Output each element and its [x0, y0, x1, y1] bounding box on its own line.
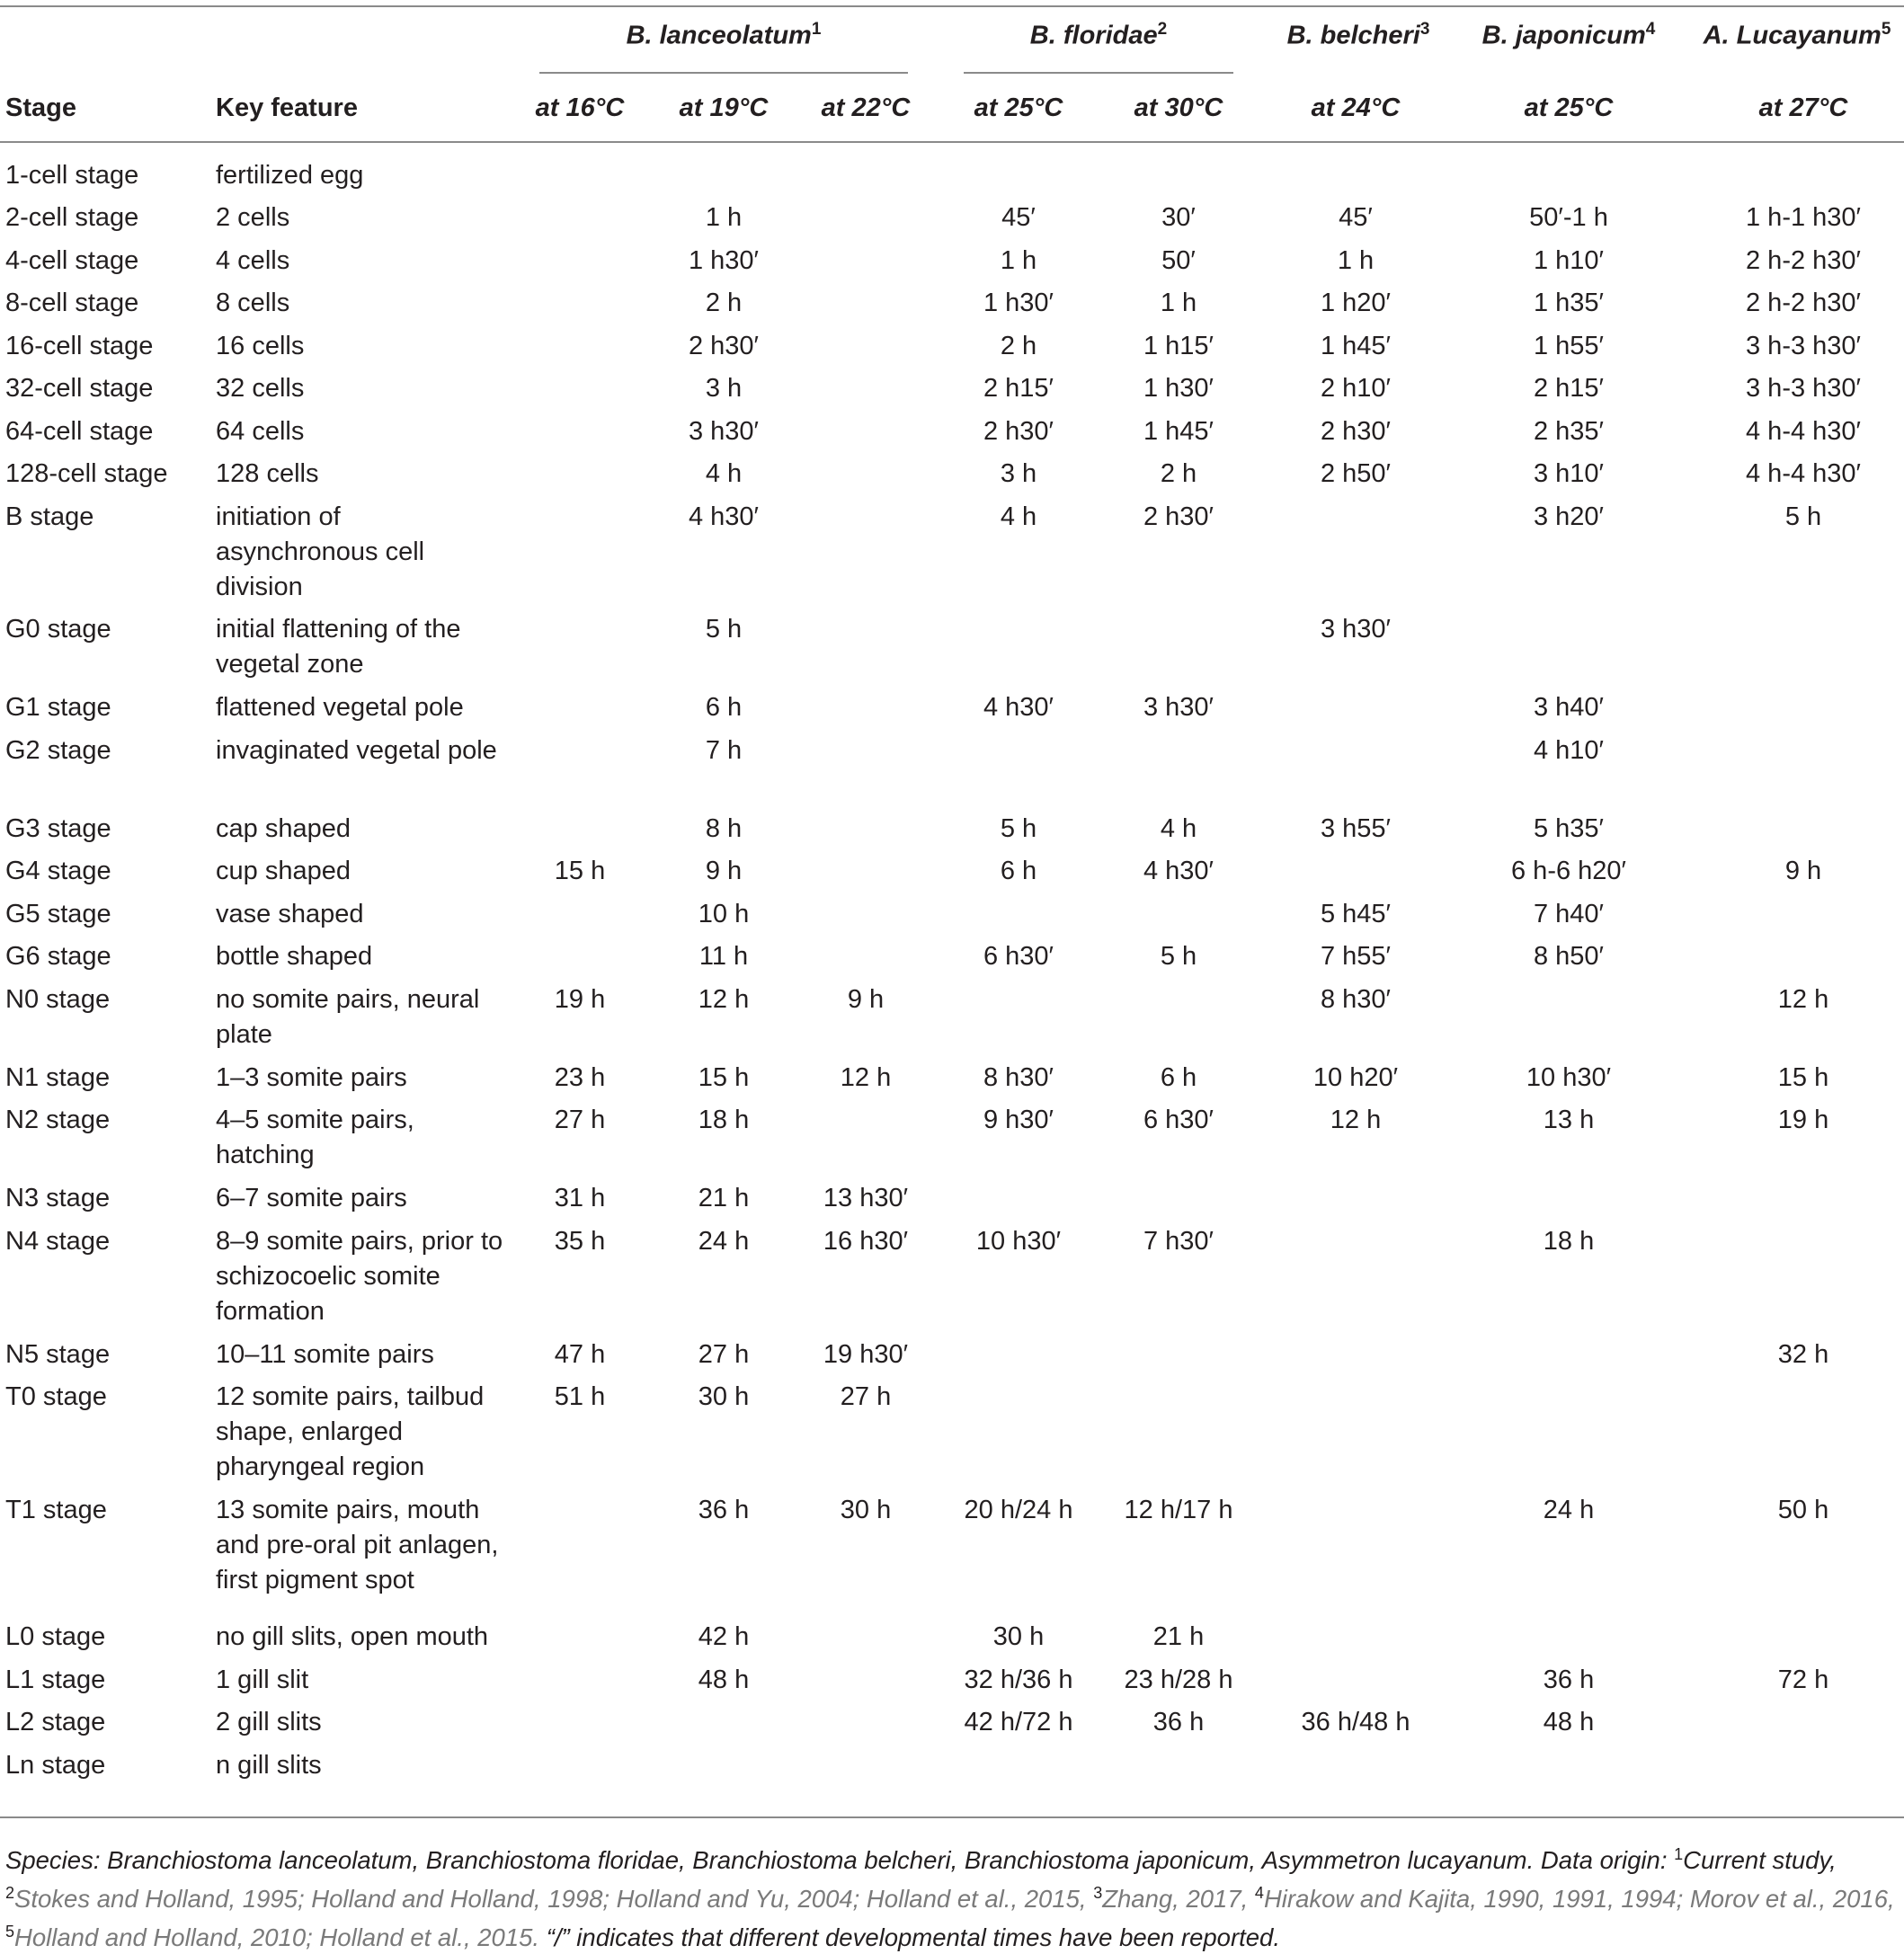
time-cell: 2 h30′ — [983, 417, 1054, 446]
time-cell: 2 h30′ — [688, 332, 759, 360]
key-feature-cell: 10–11 somite pairs — [216, 1340, 434, 1369]
stage-cell: N4 stage — [5, 1227, 111, 1256]
species-header-japonicum: B. japonicum$^4$ — [1481, 20, 1656, 50]
stage-cell: T0 stage — [5, 1382, 107, 1411]
time-cell: 1 h35′ — [1533, 289, 1604, 317]
time-cell: 36 h — [1543, 1665, 1595, 1694]
time-cell: 1 h — [705, 203, 743, 232]
key-feature-cell: 4 cells — [216, 246, 290, 275]
time-cell: 9 h30′ — [983, 1106, 1054, 1134]
time-cell: 2 h-2 h30′ — [1746, 246, 1861, 275]
time-cell: 3 h40′ — [1533, 693, 1604, 722]
key-feature-cell: 64 cells — [216, 417, 305, 446]
time-cell: 30 h — [840, 1496, 892, 1524]
key-feature-cell: fertilized egg — [216, 161, 364, 190]
time-cell: 1 h45′ — [1143, 417, 1214, 446]
time-cell: 5 h35′ — [1533, 814, 1604, 843]
time-cell: 24 h — [698, 1227, 750, 1256]
key-feature-cell: flattened vegetal pole — [216, 693, 464, 722]
time-cell: 1 h30′ — [983, 289, 1054, 317]
stage-cell: N5 stage — [5, 1340, 111, 1369]
time-cell: 4 h30′ — [983, 693, 1054, 722]
species-header-belcheri: B. belcheri$^3$ — [1286, 20, 1430, 50]
key-feature-cell: no gill slits, open mouth — [216, 1622, 489, 1651]
stage-cell: N2 stage — [5, 1106, 111, 1134]
time-cell: 2 h-2 h30′ — [1746, 289, 1861, 317]
time-cell: 19 h — [554, 985, 606, 1014]
time-cell: 3 h — [705, 374, 743, 403]
time-cell: 7 h30′ — [1143, 1227, 1214, 1256]
stage-cell: G1 stage — [5, 693, 111, 722]
stage-cell: 2-cell stage — [5, 203, 139, 232]
time-cell: 5 h — [1784, 502, 1822, 531]
time-cell: 10 h30′ — [1526, 1063, 1612, 1092]
time-cell: 2 h35′ — [1533, 417, 1604, 446]
time-cell: 72 h — [1777, 1665, 1829, 1694]
time-cell: 1 h15′ — [1143, 332, 1214, 360]
time-cell: 1 h-1 h30′ — [1746, 203, 1861, 232]
time-cell: 6 h30′ — [1143, 1106, 1214, 1134]
time-cell: 50 h — [1777, 1496, 1829, 1524]
time-cell: 13 h30′ — [823, 1184, 909, 1212]
column-header-temp: at 22°C — [821, 93, 911, 122]
time-cell: 1 h — [1160, 289, 1197, 317]
stage-cell: N3 stage — [5, 1184, 111, 1212]
column-header-key-feature: Key feature — [216, 93, 358, 122]
time-cell: 9 h — [705, 857, 743, 885]
time-cell: 2 h15′ — [983, 374, 1054, 403]
time-cell: 21 h — [698, 1184, 750, 1212]
time-cell: 1 h45′ — [1320, 332, 1391, 360]
stage-cell: 128-cell stage — [5, 459, 168, 488]
time-cell: 3 h10′ — [1533, 459, 1604, 488]
time-cell: 23 h — [554, 1063, 606, 1092]
key-feature-cell: 128 cells — [216, 459, 319, 488]
key-feature-cell: 8–9 somite pairs, prior to schizocoelic somite formation — [216, 1227, 503, 1326]
column-header-temp: at 30°C — [1134, 93, 1223, 122]
time-cell: 3 h55′ — [1320, 814, 1391, 843]
time-cell: 48 h — [698, 1665, 750, 1694]
stage-cell: L1 stage — [5, 1665, 106, 1694]
key-feature-cell: initial flattening of the vegetal zone — [216, 615, 461, 679]
stage-cell: 64-cell stage — [5, 417, 154, 446]
time-cell: 2 h — [705, 289, 743, 317]
time-cell: 3 h30′ — [1143, 693, 1214, 722]
key-feature-cell: 4–5 somite pairs, hatching — [216, 1106, 414, 1169]
time-cell: 8 h30′ — [983, 1063, 1054, 1092]
time-cell: 42 h/72 h — [964, 1708, 1073, 1736]
time-cell: 3 h-3 h30′ — [1746, 332, 1861, 360]
time-cell: 36 h/48 h — [1301, 1708, 1410, 1736]
stage-cell: G2 stage — [5, 736, 111, 765]
time-cell: 9 h — [847, 985, 885, 1014]
time-cell: 12 h/17 h — [1124, 1496, 1233, 1524]
key-feature-cell: 8 cells — [216, 289, 290, 317]
table-footnote: Species: Branchiostoma lanceolatum, Branchiostoma floridae, Branchiostoma belcheri, Branchiostoma japonicum, Asymmetron lucayanum. Data origin: $^1$Current study, $^2$Stokes and Holland, 1995; Holland and Holland, 1998; Holland and Yu, 2004; Holland et al., 2015, $^3$Zhang, 2017, $^4$Hirakow and Kajita, 1990, 1991, 1994; Morov et al., 2016, $^5$Holland and Holland, 2010; Holland et al., 2015. “/” indicates that different developmental times have been reported. — [5, 1845, 1895, 1952]
time-cell: 2 h50′ — [1320, 459, 1391, 488]
time-cell: 36 h — [698, 1496, 750, 1524]
time-cell: 18 h — [1543, 1227, 1595, 1256]
time-cell: 31 h — [554, 1184, 606, 1212]
key-feature-cell: 2 gill slits — [216, 1708, 322, 1736]
stage-cell: G6 stage — [5, 942, 111, 971]
time-cell: 4 h-4 h30′ — [1746, 459, 1861, 488]
time-cell: 51 h — [554, 1382, 606, 1411]
time-cell: 50′-1 h — [1529, 203, 1608, 232]
key-feature-cell: cap shaped — [216, 814, 351, 843]
header-rule — [0, 141, 1904, 143]
time-cell: 9 h — [1784, 857, 1822, 885]
time-cell: 27 h — [698, 1340, 750, 1369]
time-cell: 2 h10′ — [1320, 374, 1391, 403]
time-cell: 2 h15′ — [1533, 374, 1604, 403]
key-feature-cell: vase shaped — [216, 900, 364, 928]
time-cell: 5 h45′ — [1320, 900, 1391, 928]
stage-cell: 32-cell stage — [5, 374, 154, 403]
time-cell: 15 h — [698, 1063, 750, 1092]
time-cell: 35 h — [554, 1227, 606, 1256]
key-feature-cell: cup shaped — [216, 857, 351, 885]
time-cell: 47 h — [554, 1340, 606, 1369]
stage-cell: 8-cell stage — [5, 289, 139, 317]
time-cell: 30 h — [992, 1622, 1045, 1651]
column-header-temp: at 24°C — [1311, 93, 1401, 122]
time-cell: 6 h — [705, 693, 743, 722]
time-cell: 4 h-4 h30′ — [1746, 417, 1861, 446]
key-feature-cell: 2 cells — [216, 203, 290, 232]
species-header-lanceolatum: B. lanceolatum$^1$ — [626, 20, 822, 50]
stage-cell: L0 stage — [5, 1622, 106, 1651]
time-cell: 8 h30′ — [1320, 985, 1391, 1014]
time-cell: 6 h — [1000, 857, 1037, 885]
group-rule-floridae — [964, 72, 1233, 74]
column-header-stage: Stage — [5, 93, 76, 122]
time-cell: 27 h — [554, 1106, 606, 1134]
time-cell: 4 h — [705, 459, 743, 488]
time-cell: 5 h — [705, 615, 743, 644]
time-cell: 19 h — [1777, 1106, 1829, 1134]
column-header-temp: at 19°C — [679, 93, 769, 122]
time-cell: 24 h — [1543, 1496, 1595, 1524]
time-cell: 7 h — [705, 736, 743, 765]
time-cell: 12 h — [840, 1063, 892, 1092]
time-cell: 3 h20′ — [1533, 502, 1604, 531]
time-cell: 11 h — [698, 942, 749, 971]
time-cell: 23 h/28 h — [1124, 1665, 1233, 1694]
time-cell: 8 h50′ — [1533, 942, 1604, 971]
species-header-floridae: B. floridae$^2$ — [1029, 20, 1168, 50]
key-feature-cell: initiation of asynchronous cell division — [216, 502, 425, 601]
time-cell: 32 h — [1777, 1340, 1829, 1369]
key-feature-cell: 1–3 somite pairs — [216, 1063, 407, 1092]
time-cell: 2 h — [1000, 332, 1037, 360]
key-feature-cell: 1 gill slit — [216, 1665, 309, 1694]
time-cell: 32 h/36 h — [964, 1665, 1073, 1694]
time-cell: 1 h30′ — [688, 246, 759, 275]
time-cell: 36 h — [1152, 1708, 1205, 1736]
time-cell: 10 h20′ — [1312, 1063, 1399, 1092]
time-cell: 10 h30′ — [975, 1227, 1062, 1256]
time-cell: 13 h — [1543, 1106, 1595, 1134]
time-cell: 1 h20′ — [1320, 289, 1391, 317]
time-cell: 3 h30′ — [688, 417, 759, 446]
time-cell: 10 h — [698, 900, 750, 928]
key-feature-cell: n gill slits — [216, 1751, 322, 1780]
time-cell: 4 h — [1160, 814, 1197, 843]
stage-cell: L2 stage — [5, 1708, 106, 1736]
key-feature-cell: bottle shaped — [216, 942, 373, 971]
stage-cell: N1 stage — [5, 1063, 111, 1092]
key-feature-cell: 13 somite pairs, mouth and pre-oral pit anlagen, first pigment spot — [216, 1496, 499, 1594]
time-cell: 50′ — [1161, 246, 1196, 275]
time-cell: 19 h30′ — [823, 1340, 909, 1369]
bottom-rule — [0, 1816, 1904, 1818]
time-cell: 15 h — [1777, 1063, 1829, 1092]
time-cell: 4 h30′ — [688, 502, 759, 531]
time-cell: 1 h30′ — [1143, 374, 1214, 403]
time-cell: 21 h — [1152, 1622, 1205, 1651]
key-feature-cell: 6–7 somite pairs — [216, 1184, 407, 1212]
time-cell: 1 h10′ — [1533, 246, 1604, 275]
key-feature-cell: invaginated vegetal pole — [216, 736, 497, 765]
time-cell: 2 h30′ — [1143, 502, 1214, 531]
stage-cell: G3 stage — [5, 814, 111, 843]
column-header-temp: at 25°C — [974, 93, 1063, 122]
time-cell: 15 h — [554, 857, 606, 885]
time-cell: 45′ — [1001, 203, 1036, 232]
time-cell: 6 h-6 h20′ — [1511, 857, 1626, 885]
stage-cell: 1-cell stage — [5, 161, 139, 190]
top-rule — [0, 5, 1904, 7]
time-cell: 1 h — [1000, 246, 1037, 275]
time-cell: 4 h — [1000, 502, 1037, 531]
time-cell: 48 h — [1543, 1708, 1595, 1736]
time-cell: 12 h — [1330, 1106, 1382, 1134]
time-cell: 27 h — [840, 1382, 892, 1411]
column-header-temp: at 16°C — [535, 93, 625, 122]
stage-cell: N0 stage — [5, 985, 111, 1014]
time-cell: 16 h30′ — [823, 1227, 909, 1256]
stage-cell: 16-cell stage — [5, 332, 154, 360]
time-cell: 30′ — [1161, 203, 1196, 232]
time-cell: 8 h — [705, 814, 743, 843]
stage-cell: Ln stage — [5, 1751, 106, 1780]
time-cell: 20 h/24 h — [964, 1496, 1073, 1524]
time-cell: 6 h — [1160, 1063, 1197, 1092]
time-cell: 2 h30′ — [1320, 417, 1391, 446]
time-cell: 1 h55′ — [1533, 332, 1604, 360]
time-cell: 7 h55′ — [1320, 942, 1391, 971]
stage-cell: G4 stage — [5, 857, 111, 885]
key-feature-cell: 16 cells — [216, 332, 305, 360]
time-cell: 5 h — [1160, 942, 1197, 971]
time-cell: 4 h10′ — [1533, 736, 1604, 765]
time-cell: 12 h — [1777, 985, 1829, 1014]
time-cell: 45′ — [1339, 203, 1373, 232]
species-header-lucayanum: A. Lucayanum$^5$ — [1703, 20, 1891, 50]
time-cell: 6 h30′ — [983, 942, 1054, 971]
time-cell: 30 h — [698, 1382, 750, 1411]
stage-cell: G0 stage — [5, 615, 111, 644]
time-cell: 18 h — [698, 1106, 750, 1134]
time-cell: 3 h30′ — [1320, 615, 1391, 644]
group-rule-lanceolatum — [539, 72, 908, 74]
key-feature-cell: 12 somite pairs, tailbud shape, enlarged pharyngeal region — [216, 1382, 485, 1481]
key-feature-cell: 32 cells — [216, 374, 305, 403]
time-cell: 3 h — [1000, 459, 1037, 488]
stage-cell: T1 stage — [5, 1496, 107, 1524]
column-header-temp: at 27°C — [1758, 93, 1848, 122]
column-header-temp: at 25°C — [1524, 93, 1614, 122]
time-cell: 42 h — [698, 1622, 750, 1651]
time-cell: 3 h-3 h30′ — [1746, 374, 1861, 403]
time-cell: 1 h — [1337, 246, 1375, 275]
stage-cell: 4-cell stage — [5, 246, 139, 275]
key-feature-cell: no somite pairs, neural plate — [216, 985, 480, 1049]
time-cell: 5 h — [1000, 814, 1037, 843]
time-cell: 7 h40′ — [1533, 900, 1604, 928]
stage-cell: B stage — [5, 502, 94, 531]
time-cell: 2 h — [1160, 459, 1197, 488]
stage-cell: G5 stage — [5, 900, 111, 928]
time-cell: 12 h — [698, 985, 750, 1014]
time-cell: 4 h30′ — [1143, 857, 1214, 885]
